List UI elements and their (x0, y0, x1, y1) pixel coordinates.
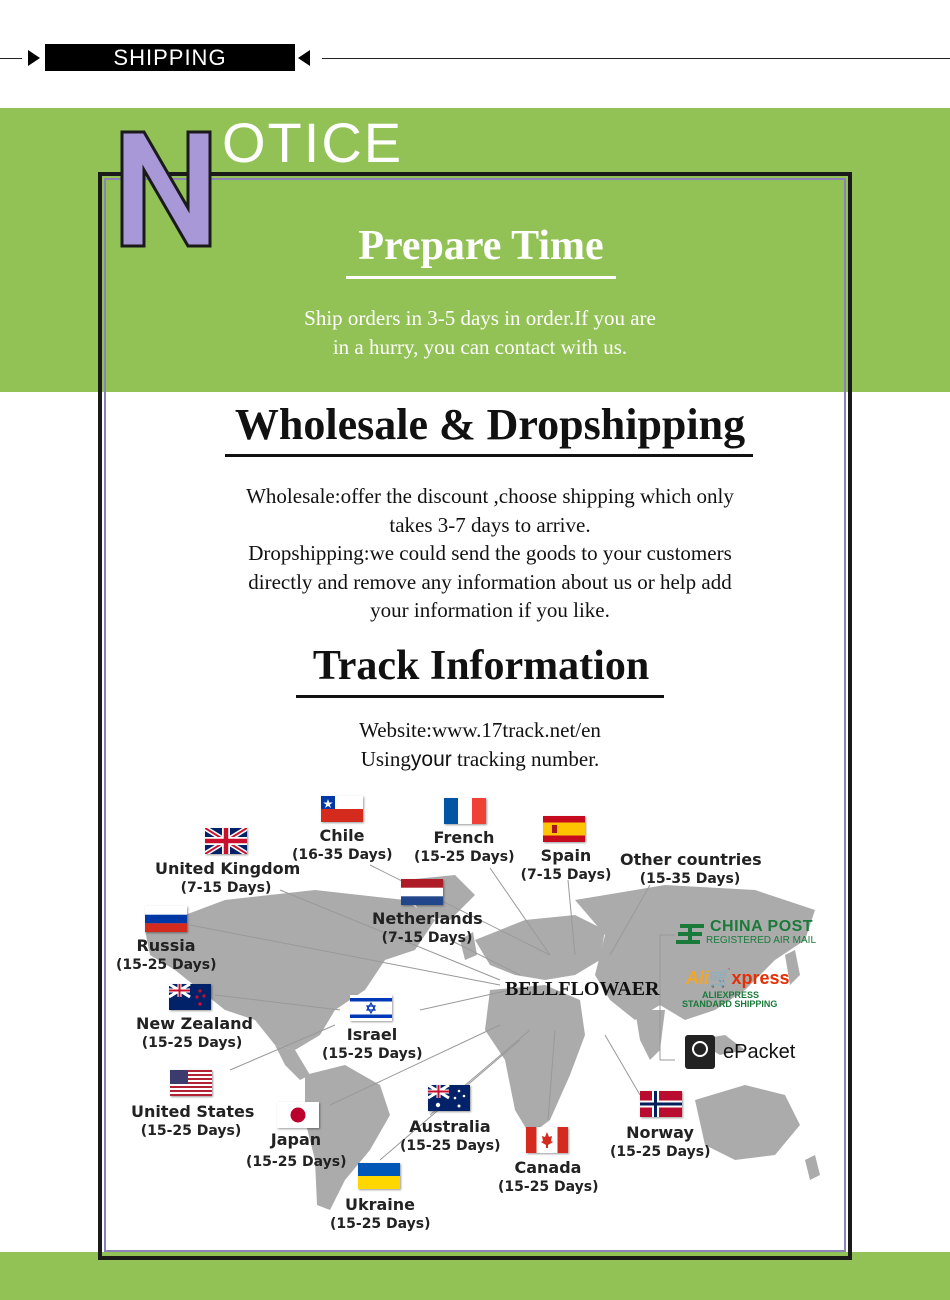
wholesale-line-5: your information if you like. (370, 598, 610, 622)
chile-name: Chile (319, 826, 365, 845)
usa-flag-icon (170, 1070, 212, 1096)
israel-name: Israel (346, 1025, 398, 1044)
japan-name: Japan (270, 1130, 322, 1149)
epacket-text: ePacket (723, 1041, 796, 1063)
track-using-prefix: Using (360, 746, 411, 771)
aliexpress-wordmark (686, 968, 789, 989)
country-label-russia (116, 936, 216, 975)
uk-flag-icon (205, 828, 247, 854)
country-label-norway (610, 1123, 710, 1162)
spain-days: (7-15 Days) (520, 867, 612, 883)
canada-name: Canada (514, 1158, 582, 1177)
russia-flag-icon (145, 906, 187, 932)
israel-flag-icon (350, 995, 392, 1021)
norway-name: Norway (626, 1123, 694, 1142)
norway-flag-icon (640, 1091, 682, 1117)
country-label-chile (292, 826, 392, 865)
country-label-australia (400, 1117, 500, 1156)
chile-flag-icon (321, 796, 363, 822)
cart-icon: 🛒 (709, 968, 732, 988)
country-label-netherlands (372, 909, 482, 948)
country-label-new-zealand (136, 1014, 253, 1053)
track-website: Website:www.17track.net/en (359, 718, 601, 742)
ukraine-days: (15-25 Days) (330, 1216, 431, 1232)
united-states-name: United States (131, 1102, 255, 1121)
track-using-your: your (410, 747, 452, 771)
ukraine-flag-icon (358, 1163, 400, 1189)
shipping-header: SHIPPING (45, 44, 295, 71)
wholesale-line-4: directly and remove any information about us or help add (248, 569, 732, 594)
track-title: Track Information (312, 643, 650, 689)
canada-flag-icon (526, 1127, 568, 1153)
aliexpress-sub-2: STANDARD SHIPPING (682, 999, 778, 1009)
canada-days: (15-25 Days) (498, 1179, 599, 1195)
center-brand-label: BELLFLOWAER (505, 978, 660, 1000)
chile-days: (16-35 Days) (292, 847, 393, 863)
russia-name: Russia (136, 936, 196, 955)
other-days: (15-35 Days) (639, 871, 741, 887)
country-label-canada (498, 1158, 598, 1197)
netherlands-flag-icon (401, 879, 443, 905)
country-label-uk (155, 859, 301, 898)
prepare-line-1: Ship orders in 3-5 days in order.If you are (304, 306, 656, 330)
notice-heading: OTICE (222, 111, 404, 174)
japan-days: (15-25 Days) (246, 1154, 347, 1170)
country-label-israel (322, 1025, 422, 1064)
aliexpress-ali: Ali (686, 968, 710, 988)
country-label-japan (246, 1130, 346, 1172)
french-name: French (433, 828, 495, 847)
other-name: Other countries (620, 850, 762, 869)
aliexpress-xpress: xpress (731, 968, 790, 988)
track-using-suffix: tracking number. (457, 746, 600, 771)
country-label-spain (516, 846, 616, 885)
prepare-line-2: in a hurry, you can contact with us. (332, 335, 628, 359)
new-zealand-days: (15-25 Days) (141, 1035, 243, 1051)
country-label-ukraine (330, 1195, 430, 1234)
israel-days: (15-25 Days) (322, 1046, 423, 1062)
french-days: (15-25 Days) (414, 849, 515, 865)
australia-name: Australia (409, 1117, 491, 1136)
epacket-logo (685, 1035, 815, 1071)
country-label-united-states (131, 1102, 255, 1141)
russia-days: (15-25 Days) (116, 957, 217, 973)
prepare-time-title: Prepare Time (358, 223, 604, 269)
ukraine-name: Ukraine (344, 1195, 416, 1214)
wholesale-line-3: Dropshipping:we could send the goods to your customers (248, 541, 732, 565)
uk-name: United Kingdom (155, 859, 301, 878)
country-label-french (414, 828, 514, 867)
netherlands-days: (7-15 Days) (381, 930, 473, 946)
united-states-days: (15-25 Days) (140, 1123, 242, 1139)
france-flag-icon (444, 798, 486, 824)
uk-days: (7-15 Days) (180, 880, 272, 896)
spain-flag-icon (543, 816, 585, 842)
china-post-icon (676, 922, 706, 946)
spain-name: Spain (540, 846, 592, 865)
wholesale-line-1: Wholesale:offer the discount ,choose shipping which only (246, 484, 734, 508)
china-post-subtitle: REGISTERED AIR MAIL (706, 935, 817, 946)
globe-icon (692, 1041, 708, 1057)
new-zealand-name: New Zealand (136, 1014, 253, 1033)
norway-days: (15-25 Days) (610, 1144, 711, 1160)
australia-flag-icon (428, 1085, 470, 1111)
wholesale-line-2: takes 3-7 days to arrive. (389, 512, 591, 537)
aliexpress-sub-1: ALIEXPRESS (702, 990, 760, 1000)
new-zealand-flag-icon (169, 984, 211, 1010)
country-label-other (620, 850, 760, 889)
china-post-logo (676, 918, 846, 950)
wholesale-title: Wholesale & Dropshipping (234, 400, 746, 449)
japan-flag-icon (277, 1102, 319, 1128)
china-post-title: CHINA POST (710, 918, 814, 935)
australia-days: (15-25 Days) (400, 1138, 501, 1154)
aliexpress-logo (680, 968, 800, 1010)
netherlands-name: Netherlands (372, 909, 483, 928)
